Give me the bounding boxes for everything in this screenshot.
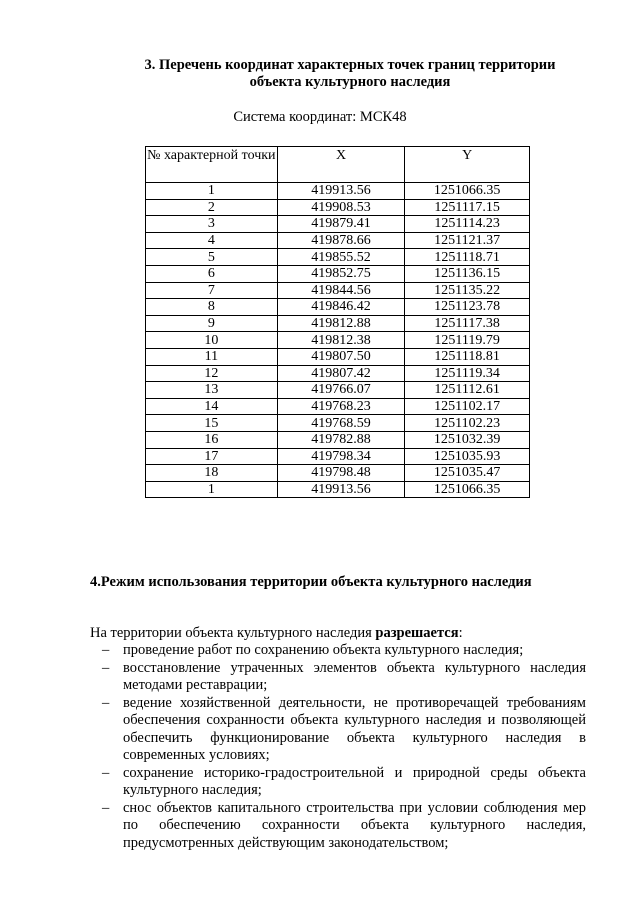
cell-y: 1251117.15 [405,199,530,216]
cell-point-number: 8 [146,299,278,316]
table-row [146,232,530,249]
cell-point-number: 2 [146,199,278,216]
section-4-title: 4.Режим использования территории объекта культурного наследия [90,574,532,590]
cell-point-number: 5 [146,249,278,266]
cell-point-number: 1 [146,481,278,498]
list-bullet: – [102,764,110,781]
list-item-text: снос объектов капитального строительства при условии соблюдения мер по обеспечению сохранности объекта культурного наследия, предусмотренных действующим законодательством; [123,799,586,851]
table-row [146,348,530,365]
list-bullet: – [102,642,110,658]
cell-x: 419812.88 [277,315,405,332]
section-3-title-line-1: 3. Перечень координат характерных точек границ территории [144,57,556,73]
table-row [146,265,530,282]
cell-x: 419908.53 [277,199,405,216]
list-bullet: – [102,799,110,816]
header-point-number: № характерной точки [146,147,278,183]
cell-point-number: 11 [146,348,278,365]
cell-y: 1251032.39 [405,431,530,448]
cell-x: 419768.23 [277,398,405,415]
cell-x: 419913.56 [277,183,405,200]
list-bullet: – [102,694,110,711]
table-row [146,299,530,316]
cell-point-number: 16 [146,431,278,448]
cell-y: 1251119.79 [405,332,530,349]
permitted-uses-list [90,642,586,852]
list-item [90,660,586,695]
table-row [146,415,530,432]
permitted-intro [90,625,463,642]
table-row [146,282,530,299]
cell-y: 1251135.22 [405,282,530,299]
table-row [146,199,530,216]
cell-x: 419846.42 [277,299,405,316]
table-row [146,365,530,382]
table-row [146,332,530,349]
list-item-text: сохранение историко-градостроительной и природной среды объекта культурного наследия; [123,764,586,798]
cell-x: 419855.52 [277,249,405,266]
cell-y: 1251118.81 [405,348,530,365]
table-header-row [146,147,530,183]
header-y: Y [405,147,530,183]
cell-y: 1251035.93 [405,448,530,465]
cell-y: 1251117.38 [405,315,530,332]
cell-y: 1251112.61 [405,382,530,399]
cell-y: 1251066.35 [405,481,530,498]
intro-prefix: На территории объекта культурного наследия [90,625,376,641]
table-row [146,465,530,482]
cell-x: 419812.38 [277,332,405,349]
section-3-title-line-2: объекта культурного наследия [249,74,451,90]
list-item [90,800,586,853]
cell-point-number: 12 [146,365,278,382]
cell-y: 1251136.15 [405,265,530,282]
cell-x: 419879.41 [277,216,405,233]
cell-point-number: 1 [146,183,278,200]
list-bullet: – [102,659,110,676]
cell-x: 419766.07 [277,382,405,399]
cell-y: 1251102.17 [405,398,530,415]
cell-y: 1251066.35 [405,183,530,200]
list-item [90,642,586,660]
cell-x: 419878.66 [277,232,405,249]
cell-point-number: 18 [146,465,278,482]
table-body [146,183,530,498]
cell-x: 419768.59 [277,415,405,432]
cell-x: 419798.48 [277,465,405,482]
cell-point-number: 17 [146,448,278,465]
list-item-text: проведение работ по сохранению объекта культурного наследия; [123,642,524,658]
cell-point-number: 7 [146,282,278,299]
cell-point-number: 9 [146,315,278,332]
table-row [146,183,530,200]
cell-x: 419782.88 [277,431,405,448]
intro-bold: разрешается [375,625,459,641]
table-row [146,448,530,465]
header-x: X [277,147,405,183]
coordinates-table [145,146,530,498]
cell-x: 419913.56 [277,481,405,498]
cell-y: 1251102.23 [405,415,530,432]
cell-point-number: 4 [146,232,278,249]
coordinate-system-label: Система координат: МСК48 [233,109,407,125]
cell-x: 419844.56 [277,282,405,299]
cell-point-number: 14 [146,398,278,415]
cell-x: 419807.50 [277,348,405,365]
list-item [90,765,586,800]
table-row [146,481,530,498]
table-row [146,315,530,332]
table-row [146,249,530,266]
cell-x: 419798.34 [277,448,405,465]
cell-y: 1251114.23 [405,216,530,233]
list-item [90,695,586,765]
cell-point-number: 13 [146,382,278,399]
cell-point-number: 6 [146,265,278,282]
cell-x: 419852.75 [277,265,405,282]
table-row [146,216,530,233]
cell-y: 1251118.71 [405,249,530,266]
cell-y: 1251035.47 [405,465,530,482]
cell-y: 1251119.34 [405,365,530,382]
intro-suffix: : [458,625,463,641]
table-row [146,382,530,399]
section-3-title [90,57,610,91]
cell-point-number: 15 [146,415,278,432]
cell-y: 1251123.78 [405,299,530,316]
cell-point-number: 3 [146,216,278,233]
list-item-text: восстановление утраченных элементов объекта культурного наследия методами реставрации; [123,659,586,693]
list-item-text: ведение хозяйственной деятельности, не противоречащей требованиям обеспечения сохранности объекта культурного наследия и позволяющей обеспечить функционирование объекта культурного наследия в современных условиях; [123,694,586,763]
table-row [146,398,530,415]
cell-y: 1251121.37 [405,232,530,249]
cell-x: 419807.42 [277,365,405,382]
cell-point-number: 10 [146,332,278,349]
table-row [146,431,530,448]
